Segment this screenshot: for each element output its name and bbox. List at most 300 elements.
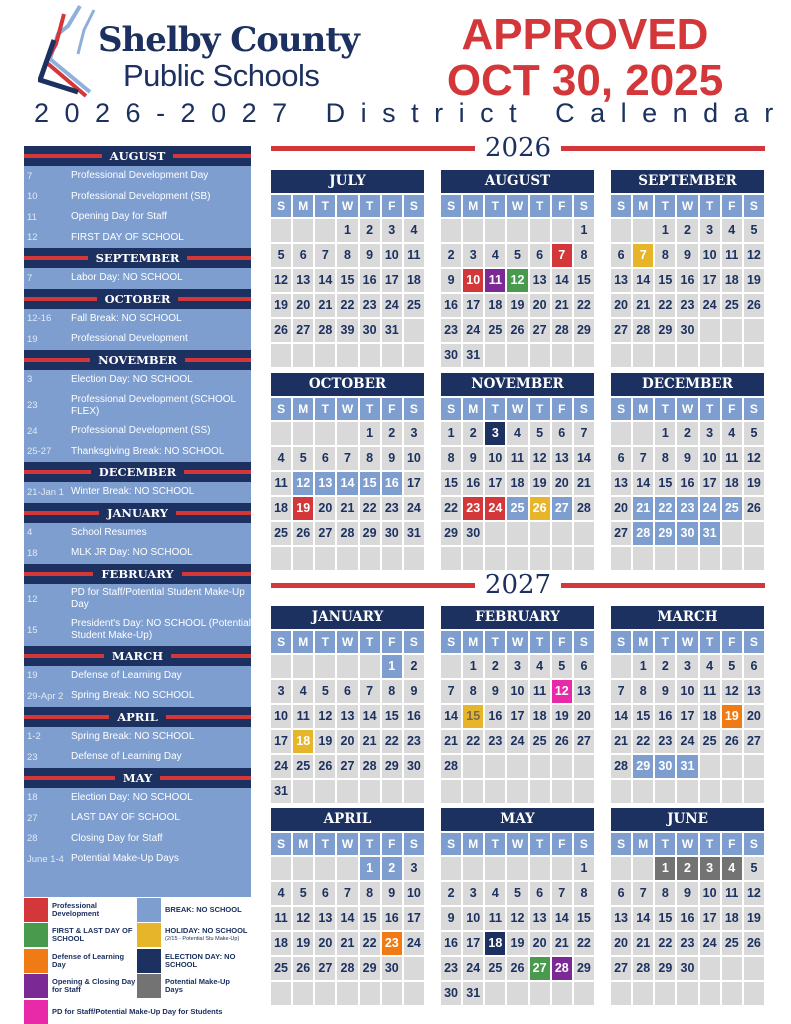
- weekday-label: M: [633, 631, 653, 653]
- event-date: 23: [27, 751, 38, 763]
- day-cell: 29: [574, 957, 594, 980]
- weekday-label: T: [485, 833, 505, 855]
- day-cell: 6: [552, 422, 572, 445]
- day-cell: 16: [382, 907, 402, 930]
- day-cell: 26: [293, 957, 313, 980]
- page-title: 2026-2027 District Calendar: [34, 98, 789, 128]
- weekday-label: T: [530, 631, 550, 653]
- day-cell: 13: [611, 269, 631, 292]
- day-cell: 4: [722, 219, 742, 242]
- day-cell: 3: [271, 680, 291, 703]
- day-cell-pd: 24: [485, 497, 505, 520]
- day-cell-break: 31: [677, 755, 697, 778]
- day-cell: 15: [574, 907, 594, 930]
- weekday-label: T: [360, 398, 380, 420]
- weekday-label: F: [722, 398, 742, 420]
- event-text: FIRST DAY OF SCHOOL: [71, 231, 184, 243]
- day-cell: 23: [404, 730, 424, 753]
- event-date: 1-2: [27, 731, 41, 743]
- weekday-label: S: [744, 833, 764, 855]
- sidebar-event: [24, 788, 251, 809]
- legend-item: [24, 897, 136, 922]
- sidebar-event: [24, 543, 251, 564]
- day-cell: [633, 857, 653, 880]
- event-date: 12-16: [27, 313, 52, 325]
- day-cell: [552, 344, 572, 367]
- weekday-header: [271, 833, 424, 855]
- day-cell: 26: [744, 294, 764, 317]
- day-cell: 26: [744, 932, 764, 955]
- day-cell: 16: [677, 269, 697, 292]
- month-calendar-august: [441, 170, 594, 367]
- weekday-header: [611, 631, 764, 653]
- weekday-header: [611, 833, 764, 855]
- day-grid: [271, 857, 424, 1005]
- sidebar-event: [24, 268, 251, 289]
- day-cell: 11: [507, 447, 527, 470]
- day-cell: 8: [633, 680, 653, 703]
- legend-item: [137, 973, 249, 998]
- day-cell: [744, 755, 764, 778]
- sidebar-event: [24, 523, 251, 544]
- weekday-label: W: [677, 631, 697, 653]
- day-cell: 31: [463, 982, 483, 1005]
- day-cell: [485, 344, 505, 367]
- day-cell: 29: [360, 522, 380, 545]
- event-date: 27: [27, 812, 38, 824]
- day-cell: 9: [485, 680, 505, 703]
- day-cell: [655, 547, 675, 570]
- day-cell: 15: [382, 705, 402, 728]
- event-text: Fall Break: NO SCHOOL: [71, 312, 182, 324]
- day-grid: [611, 219, 764, 367]
- day-cell-break: 28: [633, 522, 653, 545]
- weekday-label: T: [530, 833, 550, 855]
- day-cell: [507, 522, 527, 545]
- day-grid: [271, 422, 424, 570]
- divider-line: [178, 297, 251, 301]
- day-grid: [611, 857, 764, 1005]
- day-cell: 12: [315, 705, 335, 728]
- weekday-label: F: [382, 195, 402, 217]
- day-cell: [722, 344, 742, 367]
- month-title: JULY: [271, 170, 424, 193]
- day-cell-break: 1: [360, 857, 380, 880]
- month-title: SEPTEMBER: [611, 170, 764, 193]
- day-cell: 1: [360, 422, 380, 445]
- day-cell: [441, 547, 461, 570]
- legend-item: [137, 923, 249, 948]
- day-cell: [337, 982, 357, 1005]
- day-cell: 4: [485, 882, 505, 905]
- day-cell: 20: [530, 932, 550, 955]
- event-text: Professional Development (SB): [71, 190, 211, 202]
- day-grid: [441, 857, 594, 1005]
- day-cell: 3: [677, 655, 697, 678]
- day-cell: [700, 755, 720, 778]
- day-cell-first_last: 12: [507, 269, 527, 292]
- divider-line: [182, 572, 251, 576]
- divider-line: [24, 776, 115, 780]
- sidebar-event: [24, 584, 251, 615]
- day-cell: 13: [530, 269, 550, 292]
- weekday-label: T: [700, 195, 720, 217]
- weekday-label: F: [722, 195, 742, 217]
- day-cell-makeup: 1: [655, 857, 675, 880]
- weekday-label: T: [655, 631, 675, 653]
- approved-label: APPROVED: [461, 10, 709, 59]
- day-cell: 5: [315, 680, 335, 703]
- day-cell: [633, 219, 653, 242]
- day-cell: 22: [337, 294, 357, 317]
- day-cell: [293, 422, 313, 445]
- day-cell: [271, 344, 291, 367]
- weekday-label: S: [611, 631, 631, 653]
- day-cell: 15: [633, 705, 653, 728]
- day-cell: 18: [271, 932, 291, 955]
- day-cell-break: 23: [677, 497, 697, 520]
- event-text: Election Day: NO SCHOOL: [71, 791, 193, 803]
- day-cell: 11: [722, 882, 742, 905]
- day-cell: 22: [574, 932, 594, 955]
- month-calendar-july: [271, 170, 424, 367]
- day-cell: 19: [293, 932, 313, 955]
- day-cell: [507, 344, 527, 367]
- day-cell: [337, 547, 357, 570]
- day-cell: 15: [441, 472, 461, 495]
- day-cell: 18: [271, 497, 291, 520]
- sidebar-month-label: APRIL: [117, 709, 158, 724]
- day-cell: 15: [574, 269, 594, 292]
- day-cell: 7: [633, 447, 653, 470]
- event-date: 11: [27, 211, 37, 223]
- day-cell: [677, 780, 697, 803]
- day-cell: 5: [507, 244, 527, 267]
- legend-label: [48, 1008, 222, 1016]
- day-cell-makeup: 4: [722, 857, 742, 880]
- day-cell: 5: [271, 244, 291, 267]
- day-cell: 19: [507, 932, 527, 955]
- day-cell: [404, 982, 424, 1005]
- day-cell: [744, 522, 764, 545]
- day-cell: 25: [293, 755, 313, 778]
- event-text: Professional Development Day: [71, 170, 209, 182]
- day-cell: 25: [271, 957, 291, 980]
- sidebar-month-header: [24, 146, 251, 166]
- event-date: 19: [27, 670, 38, 682]
- day-cell: [382, 982, 402, 1005]
- divider-line: [171, 654, 251, 658]
- weekday-label: T: [485, 398, 505, 420]
- day-cell: 18: [722, 907, 742, 930]
- divider-line: [187, 256, 251, 260]
- day-cell-break: 24: [700, 497, 720, 520]
- day-cell: [271, 982, 291, 1005]
- day-cell-holiday: 18: [293, 730, 313, 753]
- day-cell-pd: 7: [552, 244, 572, 267]
- day-cell: 3: [507, 655, 527, 678]
- weekday-label: T: [655, 833, 675, 855]
- day-cell: 17: [485, 472, 505, 495]
- legend-label: [48, 902, 136, 918]
- day-cell: 22: [441, 497, 461, 520]
- month-calendar-february: [441, 606, 594, 803]
- day-cell-break: 25: [507, 497, 527, 520]
- day-cell: 30: [677, 957, 697, 980]
- day-cell: 7: [611, 680, 631, 703]
- day-cell: [744, 344, 764, 367]
- day-cell: 27: [611, 957, 631, 980]
- sidebar-month-label: JANUARY: [107, 505, 168, 520]
- day-cell: [315, 780, 335, 803]
- day-cell: 7: [441, 680, 461, 703]
- day-grid: [441, 422, 594, 570]
- month-calendar-march: [611, 606, 764, 803]
- day-cell: 4: [507, 422, 527, 445]
- day-cell: [655, 780, 675, 803]
- day-cell: 26: [271, 319, 291, 342]
- weekday-label: S: [404, 398, 424, 420]
- day-cell: 17: [404, 472, 424, 495]
- day-cell: 27: [530, 319, 550, 342]
- weekday-label: W: [337, 195, 357, 217]
- day-cell: 8: [463, 680, 483, 703]
- day-cell: 14: [633, 472, 653, 495]
- day-cell: 16: [485, 705, 505, 728]
- day-cell: 11: [404, 244, 424, 267]
- weekday-label: T: [315, 195, 335, 217]
- day-cell: 21: [633, 932, 653, 955]
- day-cell: [360, 982, 380, 1005]
- day-cell: 8: [382, 680, 402, 703]
- day-cell: 15: [655, 907, 675, 930]
- day-cell: [722, 522, 742, 545]
- day-cell: 6: [315, 882, 335, 905]
- day-cell: 20: [574, 705, 594, 728]
- legend-text: HOLIDAY: NO SCHOOL: [165, 926, 248, 935]
- day-cell: 10: [404, 447, 424, 470]
- day-cell: 6: [611, 244, 631, 267]
- weekday-label: M: [463, 398, 483, 420]
- month-calendar-june: [611, 808, 764, 1005]
- divider-line: [24, 511, 99, 515]
- day-cell: 30: [463, 522, 483, 545]
- day-cell: 11: [271, 472, 291, 495]
- day-cell: [441, 857, 461, 880]
- weekday-label: S: [611, 398, 631, 420]
- day-cell: [507, 780, 527, 803]
- day-cell: 21: [337, 497, 357, 520]
- day-cell: [744, 982, 764, 1005]
- month-calendar-january: [271, 606, 424, 803]
- day-cell: 12: [744, 244, 764, 267]
- weekday-label: S: [574, 398, 594, 420]
- day-cell: 29: [441, 522, 461, 545]
- day-cell: [485, 522, 505, 545]
- weekday-label: M: [463, 195, 483, 217]
- day-cell: 14: [337, 907, 357, 930]
- day-cell: [441, 780, 461, 803]
- day-cell: 27: [611, 522, 631, 545]
- day-cell: 16: [677, 907, 697, 930]
- weekday-label: S: [441, 195, 461, 217]
- day-cell: 22: [382, 730, 402, 753]
- day-cell: 28: [441, 755, 461, 778]
- day-cell: 27: [315, 957, 335, 980]
- day-cell: [700, 780, 720, 803]
- sidebar-month-label: FEBRUARY: [101, 566, 174, 581]
- day-cell: 23: [677, 932, 697, 955]
- legend-swatch: [24, 898, 48, 922]
- event-text: Winter Break: NO SCHOOL: [71, 486, 195, 498]
- weekday-header: [441, 398, 594, 420]
- day-cell: [677, 982, 697, 1005]
- day-cell: 10: [404, 882, 424, 905]
- day-cell: 24: [404, 932, 424, 955]
- day-cell-open_close: 28: [552, 957, 572, 980]
- color-legend: [24, 897, 251, 1024]
- day-cell: 7: [574, 422, 594, 445]
- day-cell: 20: [611, 294, 631, 317]
- day-cell: 14: [574, 447, 594, 470]
- day-cell: 7: [337, 447, 357, 470]
- weekday-label: S: [574, 631, 594, 653]
- year-label: 2027: [484, 570, 552, 600]
- day-cell: 22: [463, 730, 483, 753]
- day-cell: [722, 982, 742, 1005]
- day-cell: 22: [360, 932, 380, 955]
- day-cell: 21: [552, 932, 572, 955]
- legend-swatch: [24, 974, 48, 998]
- day-cell: 20: [293, 294, 313, 317]
- day-cell: 3: [463, 244, 483, 267]
- day-cell: 12: [271, 269, 291, 292]
- event-text: Defense of Learning Day: [71, 669, 182, 681]
- weekday-label: F: [552, 631, 572, 653]
- day-cell: 17: [382, 269, 402, 292]
- day-cell: 2: [441, 244, 461, 267]
- day-cell: 17: [463, 294, 483, 317]
- events-sidebar: [24, 146, 251, 897]
- sidebar-event: [24, 207, 251, 228]
- legend-item: [24, 948, 136, 973]
- day-cell: 15: [360, 907, 380, 930]
- day-cell: 24: [404, 497, 424, 520]
- sidebar-event: [24, 228, 251, 249]
- legend-text: PD for Staff/Potential Make-Up Day for Students: [52, 1006, 223, 1016]
- weekday-label: W: [337, 631, 357, 653]
- day-cell: 12: [530, 447, 550, 470]
- day-cell: 6: [530, 882, 550, 905]
- day-cell: 21: [360, 730, 380, 753]
- day-cell: [337, 655, 357, 678]
- day-cell: 14: [633, 907, 653, 930]
- day-cell: 9: [677, 882, 697, 905]
- day-cell: 27: [744, 730, 764, 753]
- event-date: 15: [27, 624, 38, 636]
- day-cell: [293, 547, 313, 570]
- day-cell: 9: [441, 269, 461, 292]
- event-text: Professional Development (SS): [71, 425, 211, 437]
- day-cell: 23: [677, 294, 697, 317]
- event-date: 29-Apr 2: [27, 690, 64, 702]
- event-date: 18: [27, 792, 38, 804]
- day-cell: 4: [293, 680, 313, 703]
- day-cell: 17: [507, 705, 527, 728]
- weekday-label: F: [552, 833, 572, 855]
- day-cell: [633, 982, 653, 1005]
- divider-line: [24, 572, 93, 576]
- month-title: MARCH: [611, 606, 764, 629]
- day-cell: 2: [463, 422, 483, 445]
- weekday-label: M: [293, 631, 313, 653]
- day-cell: [404, 780, 424, 803]
- event-text: Defense of Learning Day: [71, 751, 182, 763]
- sidebar-event: [24, 686, 251, 707]
- sidebar-month-label: OCTOBER: [104, 291, 171, 306]
- month-title: OCTOBER: [271, 373, 424, 396]
- event-date: 18: [27, 547, 38, 559]
- day-cell: [574, 344, 594, 367]
- day-cell: 12: [744, 882, 764, 905]
- legend-text: Defense of Learning Day: [52, 951, 125, 969]
- day-cell: [574, 522, 594, 545]
- day-cell: 13: [611, 907, 631, 930]
- day-cell: 12: [744, 447, 764, 470]
- day-cell-pd: 10: [463, 269, 483, 292]
- sidebar-month-header: [24, 564, 251, 584]
- sidebar-month-label: MAY: [122, 770, 153, 785]
- weekday-label: F: [722, 631, 742, 653]
- day-cell: 13: [611, 472, 631, 495]
- month-calendar-april: [271, 808, 424, 1005]
- weekday-label: W: [677, 195, 697, 217]
- day-cell: [271, 219, 291, 242]
- day-cell: 18: [722, 472, 742, 495]
- day-cell: 28: [611, 755, 631, 778]
- day-cell: 5: [530, 422, 550, 445]
- event-date: 25-27: [27, 446, 52, 458]
- legend-swatch: [137, 898, 161, 922]
- day-cell: [655, 344, 675, 367]
- day-cell: 10: [463, 907, 483, 930]
- day-cell-break: 16: [382, 472, 402, 495]
- day-cell: [271, 857, 291, 880]
- day-cell: [507, 755, 527, 778]
- day-cell: 24: [507, 730, 527, 753]
- day-cell: 2: [677, 219, 697, 242]
- day-cell: 10: [700, 882, 720, 905]
- legend-swatch: [137, 949, 161, 973]
- day-cell-break: 15: [360, 472, 380, 495]
- day-cell: 19: [744, 269, 764, 292]
- event-text: Election Day: NO SCHOOL: [71, 373, 193, 385]
- day-cell: 4: [530, 655, 550, 678]
- day-cell: 11: [485, 907, 505, 930]
- day-cell: 18: [722, 269, 742, 292]
- day-cell: 12: [293, 907, 313, 930]
- day-grid: [441, 219, 594, 367]
- day-cell: 24: [463, 957, 483, 980]
- day-cell: 27: [315, 522, 335, 545]
- day-cell: 27: [574, 730, 594, 753]
- day-cell: 2: [360, 219, 380, 242]
- day-cell-break: 30: [655, 755, 675, 778]
- divider-line: [24, 470, 91, 474]
- year-label: 2026: [484, 133, 552, 163]
- sidebar-month-header: [24, 289, 251, 309]
- weekday-label: S: [271, 833, 291, 855]
